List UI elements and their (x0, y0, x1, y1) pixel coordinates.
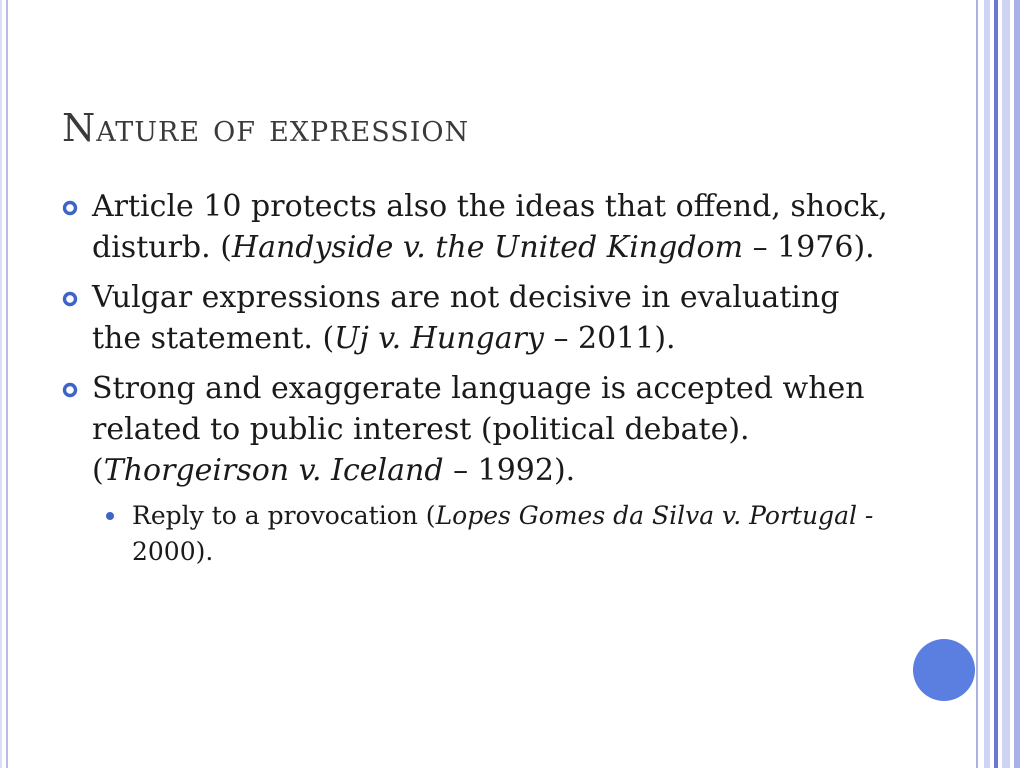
bullet-year: – 1976). (743, 230, 875, 265)
ring-bullet-icon (62, 291, 78, 307)
sub-bullet-year: 2000). (132, 537, 214, 566)
bullet-text: Article 10 protects also the ideas that offend, shock, disturb. ( (92, 189, 888, 265)
decor-bar (1002, 0, 1010, 768)
decorative-circle (913, 639, 975, 701)
bullet-item (62, 368, 892, 491)
decor-bar (976, 0, 978, 768)
left-edge-line (0, 0, 2, 768)
case-citation: Uj v. Hungary (334, 321, 544, 356)
bullet-year: – 1992). (443, 453, 576, 488)
case-citation: Handyside v. the United Kingdom (231, 230, 744, 265)
left-border-line (6, 0, 8, 768)
case-citation: Thorgeirson v. Iceland (103, 453, 444, 488)
bullet-year: – 2011). (543, 321, 676, 356)
slide-title: Nature of expression (62, 106, 470, 150)
decor-bar (994, 0, 998, 768)
ring-bullet-icon (62, 200, 78, 216)
sub-bullet-text: Reply to a provocation ( (132, 501, 436, 530)
ring-bullet-icon (62, 382, 78, 398)
case-citation: Lopes Gomes da Silva v. Portugal - (435, 501, 874, 530)
decor-bar (1014, 0, 1020, 768)
dot-bullet-icon (106, 512, 114, 520)
bullet-item (62, 186, 892, 268)
decor-bar (984, 0, 990, 768)
bullet-list (62, 186, 892, 570)
bullet-text: Strong and exaggerate language is accepted when related to public interest (political debate). ( (92, 371, 865, 488)
sub-bullet-item (62, 498, 892, 570)
bullet-item (62, 277, 892, 359)
bullet-text: Vulgar expressions are not decisive in evaluating the statement. ( (92, 280, 840, 356)
right-decorative-bars (976, 0, 1024, 768)
